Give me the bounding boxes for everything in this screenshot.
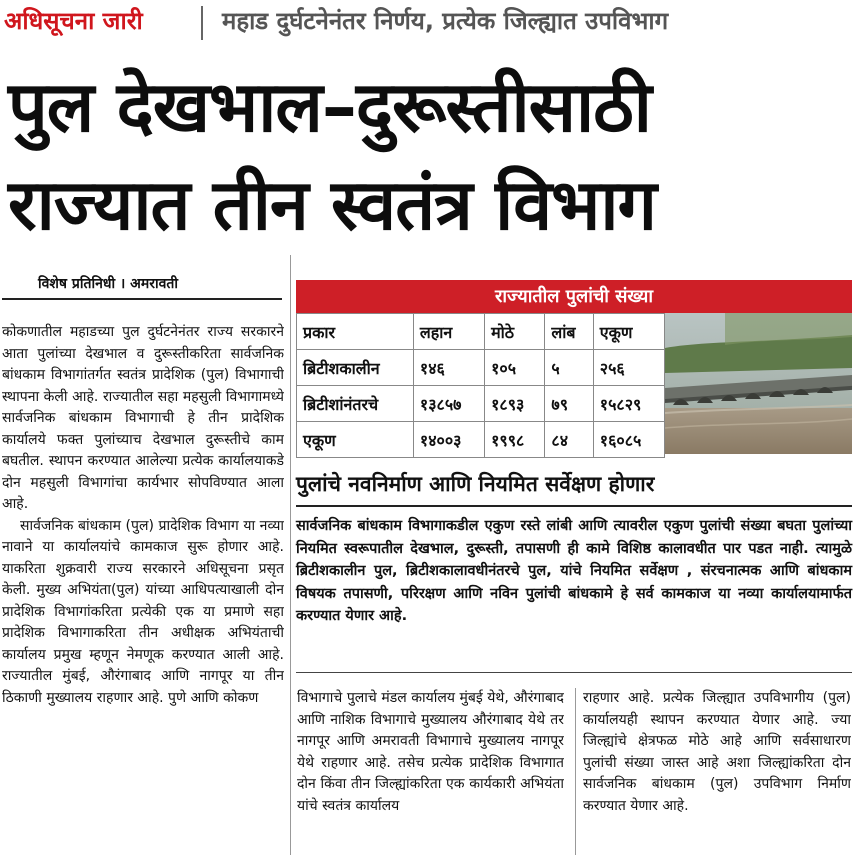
- byline-rule: [2, 298, 282, 300]
- table-row: [297, 386, 665, 422]
- headline-line-2: राज्यात तीन स्वतंत्र विभाग: [8, 164, 656, 246]
- lede-paragraph: सार्वजनिक बांधकाम विभागाकडील एकुण रस्ते लांबी आणि त्यावरील एकुण पुलांची संख्या बघता पुलांच्या नियमित स्वरूपातील देखभाल, दुरूस्ती, तपासणी ही कामे विशिष्ठ कालावधीत पार पडत नाही. त्यामुळे ब्रिटीशकालीन पुल, ब्रिटीशकालावधीनंतरचे पुल, यांचे नियमित सर्वेक्षण , संरचनात्मक आणि बांधकाम विषयक तपासणी, परिरक्षण आणि नविन पुलांची बांधकामे हे सर्व कामकाज या नव्या कार्यालयामार्फत करण्यात येणार आहे.: [296, 518, 852, 624]
- table-header-cell: लांब: [545, 314, 593, 350]
- table-cell: ८४: [545, 422, 593, 458]
- table-cell: ब्रिटीशांनंतरचे: [297, 386, 414, 422]
- column-divider: [290, 255, 291, 855]
- bridge-photo: [665, 313, 852, 454]
- table-header-cell: लहान: [413, 314, 484, 350]
- byline: विशेष प्रतिनिधी । अमरावती: [38, 276, 178, 292]
- table-row: [297, 350, 665, 386]
- table-cell: १४००३: [413, 422, 484, 458]
- kicker-divider: [201, 6, 203, 40]
- lede-rule: [296, 672, 852, 673]
- paragraph: सार्वजनिक बांधकाम (पुल) प्रादेशिक विभाग या नव्या नावाने या कार्यालयांचे कामकाज सुरू होणार आहे. याकरिता शुक्रवारी राज्य सरकारने अधिसूचना प्रसृत केली. मुख्य अभियंता(पुल) यांच्या आधिपत्याखाली दोन प्रादेशिक विभागांकरिता प्रत्येकी एक या प्रमाणे सहा प्रादेशिक विभागाकरिता तीन अधीक्षक अभियंताची कार्यालय प्रमुख म्हणून नेमणूक करण्यात आली आहे. राज्यातील मुंबई, औरंगाबाद आणि नागपूर या तीन ठिकाणी मुख्यालय राहणार आहे. पुणे आणि कोकण: [2, 517, 284, 706]
- subhead-rule: [296, 505, 852, 507]
- headline-line-1: पुल देखभाल–दुरूस्तीसाठी: [8, 66, 651, 148]
- table-header-cell: मोठे: [485, 314, 545, 350]
- table-row: [297, 422, 665, 458]
- table-cell: एकूण: [297, 422, 414, 458]
- table-cell: ब्रिटीशकालीन: [297, 350, 414, 386]
- table-header-cell: प्रकार: [297, 314, 414, 350]
- table-cell: ५: [545, 350, 593, 386]
- column-divider: [575, 688, 576, 855]
- table-header-cell: एकूण: [593, 314, 664, 350]
- table-cell: १६०८५: [593, 422, 664, 458]
- paragraph: कोकणातील महाडच्या पुल दुर्घटनेनंतर राज्य सरकारने आता पुलांच्या देखभाल व दुरूस्तीकरिता सार्वजनिक बांधकाम विभागांतर्गत स्वतंत्र प्रादेशिक (पुल) विभागाची स्थापना केली आहे. राज्यातील सहा महसुली विभागामध्ये सार्वजनिक बांधकाम विभागाची हे तीन प्रादेशिक कार्यालये फक्त पुलांच्याच देखभाल दुरूस्तीचे काम बघतील. स्थापन करण्यात आलेल्या प्रत्येक कार्यालयाकडे दोन महसुली विभागांचा कार्यभार सोपविण्यात आला आहे.: [2, 324, 284, 512]
- table-header-row: [297, 314, 665, 350]
- article-column-left: [2, 322, 284, 855]
- table-cell: १०५: [485, 350, 545, 386]
- table-title: राज्यातील पुलांची संख्या: [296, 280, 852, 313]
- table-cell: १५८२९: [593, 386, 664, 422]
- subhead: पुलांचे नवनिर्माण आणि नियमित सर्वेक्षण होणार: [296, 472, 655, 496]
- table-cell: १४६: [413, 350, 484, 386]
- bridge-count-table: [296, 313, 665, 458]
- paragraph: राहणार आहे. प्रत्येक जिल्ह्यात उपविभागीय (पुल) कार्यालयही स्थापन करण्यात येणार आहे. ज्या जिल्ह्यांचे क्षेत्रफळ मोठे आहे आणि सर्वसाधारण पुलांची संख्या जास्त आहे अशा जिल्ह्यांकरिता दोन सार्वजनिक बांधकाम (पुल) उपविभाग निर्माण करण्यात येणार आहे.: [583, 690, 851, 814]
- kicker-line: महाड दुर्घटनेनंतर निर्णय, प्रत्येक जिल्ह्यात उपविभाग: [222, 7, 669, 35]
- table-cell: १८९३: [485, 386, 545, 422]
- table-cell: २५६: [593, 350, 664, 386]
- article-column-middle: [297, 688, 564, 855]
- bridge-stats-box: [296, 280, 852, 454]
- table-cell: १३८५७: [413, 386, 484, 422]
- table-cell: ७९: [545, 386, 593, 422]
- article-column-right: [583, 688, 851, 855]
- kicker-tag: अधिसूचना जारी: [4, 7, 143, 35]
- paragraph: विभागाचे पुलाचे मंडल कार्यालय मुंबई येथे, औरंगाबाद आणि नाशिक विभागाचे मुख्यालय औरंगाबाद येथे तर नागपूर आणि अमरावती विभागाचे मुख्यालय नागपूर येथे राहणार आहे. तसेच प्रत्येक प्रादेशिक विभागात दोन किंवा तीन जिल्ह्यांकरिता एक कार्यकारी अभियंता यांचे स्वतंत्र कार्यालय: [297, 690, 564, 814]
- table-cell: १९९८: [485, 422, 545, 458]
